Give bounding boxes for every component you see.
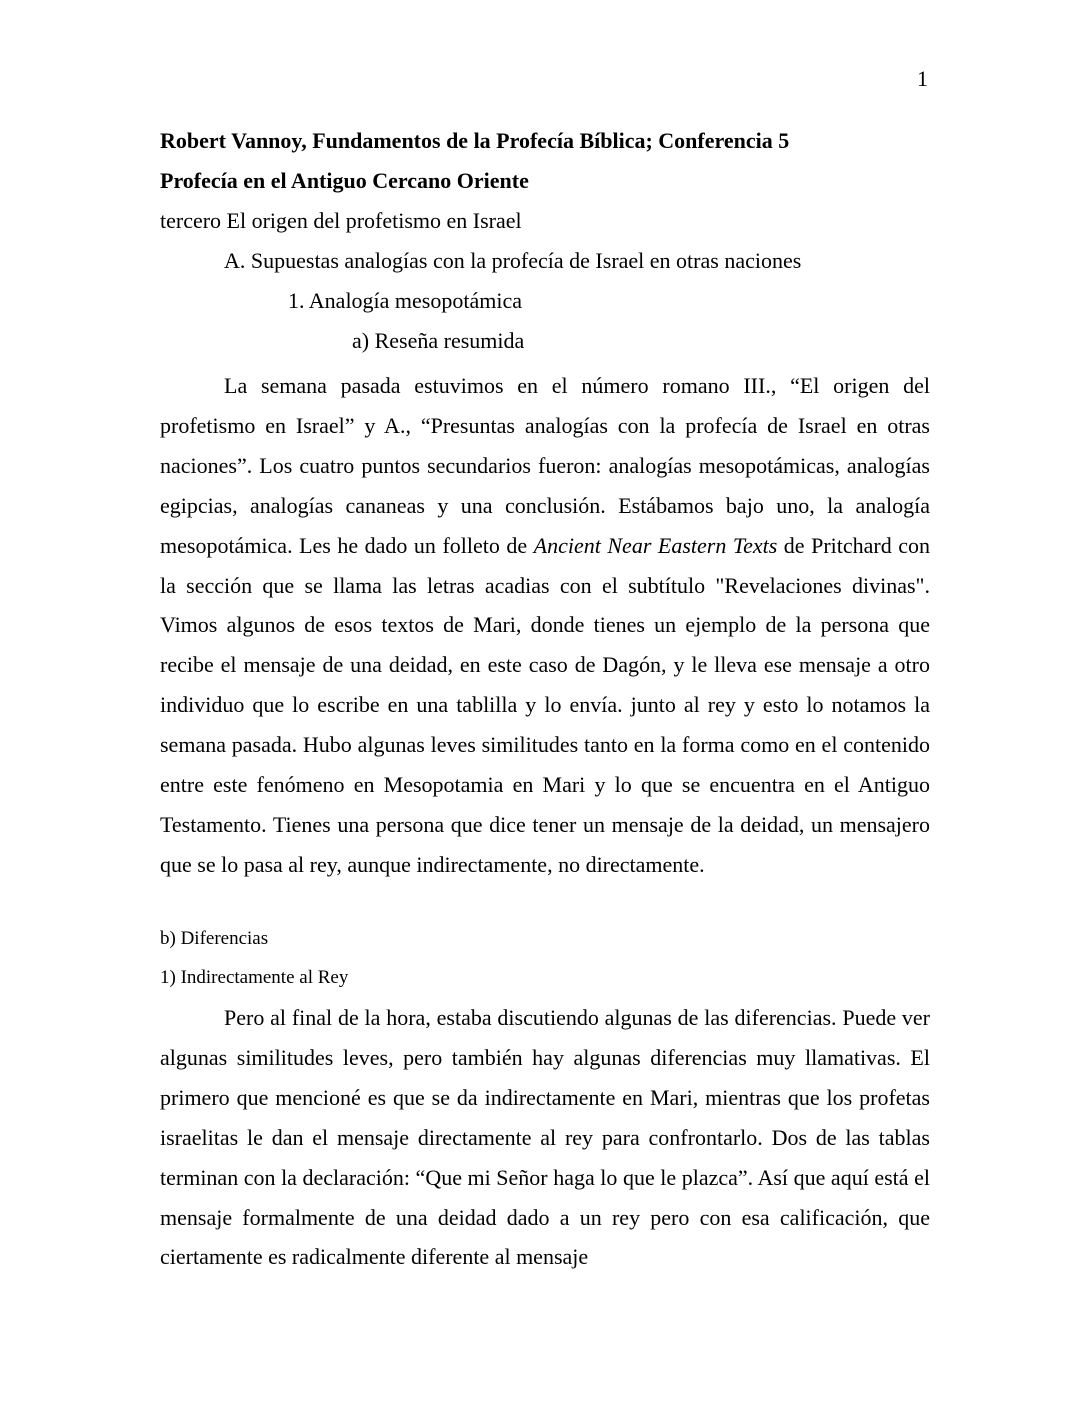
paragraph-1-text-end: de Pritchard con la sección que se llama las letras acadias con el subtítulo "Revelaciones divinas". Vimos algunos de esos textos de Mari, donde tienes un ejemplo de la persona que recibe el mensaje de una deidad, en este caso de Dagón, y le lleva ese mensaje a otro individuo que lo escribe en una tablilla y lo envía. junto al rey y esto lo notamos la semana pasada. Hubo algunas leves similitudes tanto en la forma como en el contenido entre este fenómeno en Mesopotamia en Mari y lo que se encuentra en el Antiguo Testamento. Tienes una persona que dice tener un mensaje de la deidad, un mensajero que se lo pasa al rey, aunque indirectamente, no directamente. xyxy=(160,532,930,877)
subheading-indirect-to-king: 1) Indirectamente al Rey xyxy=(160,967,349,988)
subheading-differences: b) Diferencias xyxy=(160,928,269,949)
document-subtitle: Profecía en el Antiguo Cercano Oriente xyxy=(160,168,529,193)
paragraph-2-text: Pero al final de la hora, estaba discutiendo algunas de las diferencias. Puede ver algunas similitudes leves, pero también hay algunas diferencias muy llamativas. El primero que mencioné es que se da indirectamente en Mari, mientras que los profetas israelitas le dan el mensaje directamente al rey para confrontarlo. Dos de las tablas terminan con la declaración: “Que mi Señor haga lo que le plazca”. Así que aquí está el mensaje formalmente de una deidad dado a un rey pero con esa calificación, que ciertamente es radicalmente diferente al mensaje xyxy=(160,1005,930,1270)
outline-heading-roman: tercero El origen del profetismo en Israel xyxy=(160,208,522,233)
body-paragraph-2 xyxy=(160,998,930,1277)
body-paragraph-1 xyxy=(160,366,930,885)
outline-heading-a-sub: a) Reseña resumida xyxy=(352,328,525,353)
document-title: Robert Vannoy, Fundamentos de la Profecía Bíblica; Conferencia 5 xyxy=(160,128,790,153)
outline-heading-a: A. Supuestas analogías con la profecía de Israel en otras naciones xyxy=(224,248,802,273)
book-title-italic: Ancient Near Eastern Texts xyxy=(533,532,778,558)
paragraph-1-text-start: La semana pasada estuvimos en el número romano III., “El origen del profetismo en Israel” y A., “Presuntas analogías con la profecía de Israel en otras naciones”. Los cuatro puntos secundarios fueron: analogías mesopotámicas, analogías egipcias, analogías cananeas y una conclusión. Estábamos bajo uno, la analogía mesopotámica. Les he dado un folleto de xyxy=(160,373,930,558)
outline-heading-1: 1. Analogía mesopotámica xyxy=(288,288,522,313)
page-number: 1 xyxy=(917,66,928,91)
